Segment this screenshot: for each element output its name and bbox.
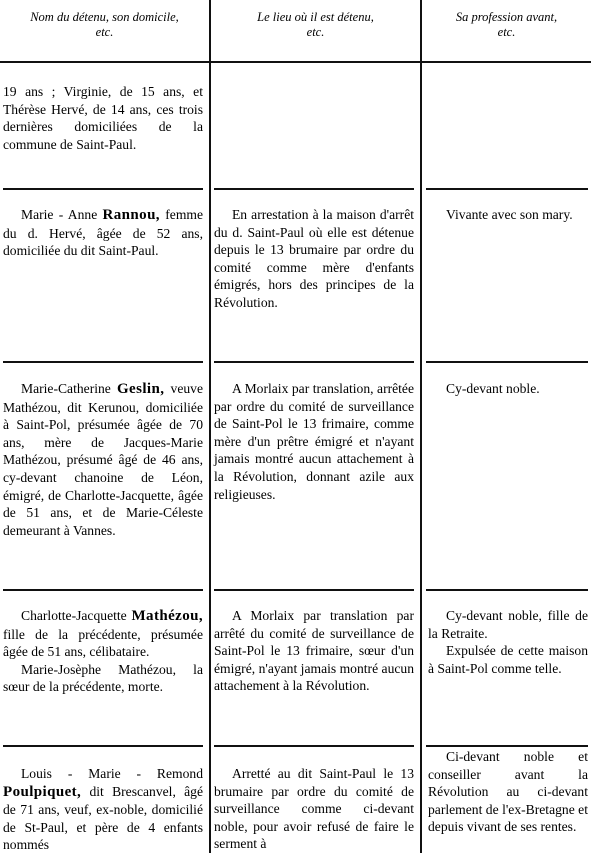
detainee-surname: Poulpiquet, [3,783,82,800]
row-rule [214,188,414,190]
row-2-detention: A Morlaix par translation, arrêtée par ordre du comité de surveillance de Saint-Pol le 13 frimaire, comme mère d'un prêtre émigré et n'ayant jamais montré aucun attachement à la Révolution, donnant azile aux religieuses. [214,381,414,502]
detainee-surname: Rannou, [102,207,160,223]
row-rule [3,361,203,363]
row-4-detention: Arretté au dit Saint-Paul le 13 brumaire par ordre du comité de surveillance comme ci-devant noble, pour avoir refusé de faire le serment à [214,766,414,852]
row-0-detainee: 19 ans ; Virginie, de 15 ans, et Thérèse Hervé, de 14 ans, ces trois dernières domiciliées de la commune de Saint-Paul. [3,84,203,152]
column-divider-2 [420,0,422,853]
row-rule [426,361,588,363]
row-1-profession: Vivante avec son mary. [446,207,573,222]
row-rule [3,589,203,591]
column-divider-1 [209,0,211,853]
header-detainee-name: Nom du détenu, son domicile, etc. [30,10,179,39]
row-3-profession: Cy-devant noble, fille de la Retraite. Expulsée de cette maison à Saint-Pol comme telle. [428,608,588,676]
row-rule [214,361,414,363]
row-3-detention: A Morlaix par translation par arrêté du comité de surveillance de Saint-Pol le 13 frimaire, sœur d'un émigré, n'ayant jamais montré aucun attachement à la Révolution. [214,608,414,694]
detainee-surname: Mathézou, [131,608,203,624]
row-rule [426,589,588,591]
header-detention-place: Le lieu où il est détenu, etc. [257,10,374,39]
row-4-profession: Ci-devant noble et conseiller avant la Révolution au ci-devant parlement de l'ex-Bretagne et depuis vivant de ses rentes. [428,749,588,835]
row-rule [3,188,203,190]
row-rule [3,745,203,747]
header-rule [0,61,591,63]
row-2-profession: Cy-devant noble. [446,381,540,396]
header-profession: Sa profession avant, etc. [455,10,558,39]
row-rule [426,188,588,190]
row-4-detainee: Louis - Marie - Remond Poulpiquet, dit Brescanvel, âgé de 71 ans, veuf, ex-noble, domicilié de St-Paul, et père de 4 enfants nommés [3,766,203,853]
row-rule [426,745,588,747]
row-3-detainee: Charlotte-Jacquette Mathézou, fille de la précédente, présumée âgée de 51 ans, célibataire. Marie-Josèphe Mathézou, la sœur de la précédente, morte. [3,608,203,695]
row-rule [214,589,414,591]
row-1-detainee: Marie - Anne Rannou, femme du d. Hervé, âgée de 52 ans, domiciliée du dit Saint-Paul. [3,207,203,259]
row-1-detention: En arrestation à la maison d'arrêt du d. Saint-Paul où elle est détenue depuis le 13 brumaire par ordre du comité comme mère d'enfants émigrés, hors des principes de la Révolution. [214,207,414,310]
row-2-detainee: Marie-Catherine Geslin, veuve Mathézou, dit Kerunou, domiciliée à Saint-Pol, présumée âgée de 70 ans, mère de Jacques-Marie Mathézou, présumé âgé de 46 ans, cy-devant chanoine de Léon, émigré, de Charlotte-Jacquette, âgée de 51 ans, et de Marie-Céleste demeurant à Vannes. [3,381,203,538]
detainee-surname: Geslin, [116,381,165,397]
row-rule [214,745,414,747]
